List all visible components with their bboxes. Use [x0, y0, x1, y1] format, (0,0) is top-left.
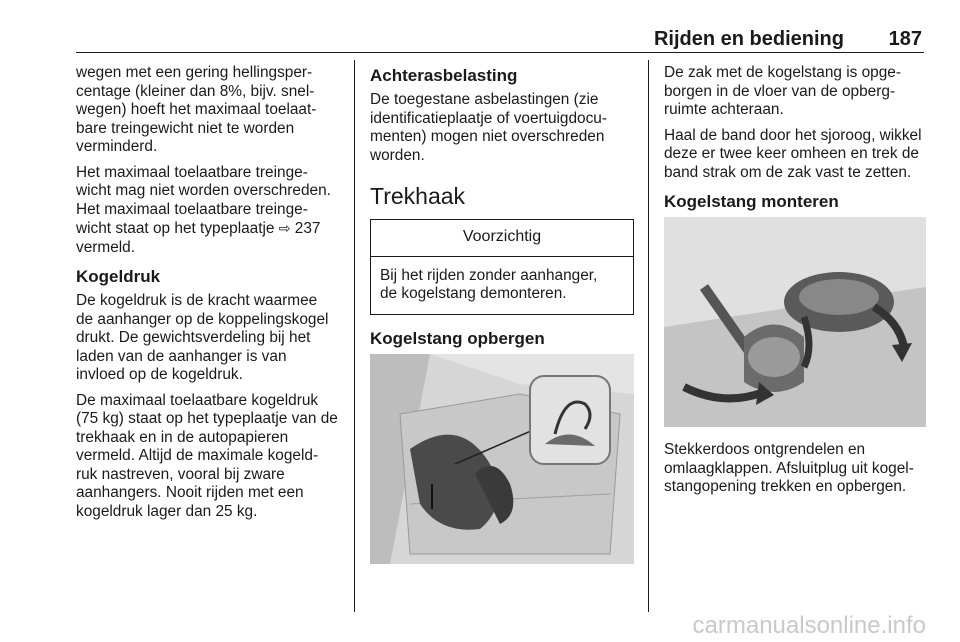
trunk-storage-illustration [370, 354, 634, 564]
section-title: Rijden en bediening [653, 28, 844, 50]
paragraph: De kogeldruk is de kracht waarmee de aanhanger op de koppelingskogel drukt. De gewichtsverdeling bij het laden van de aanhanger is van invloed op de kogeldruk. [76, 292, 329, 383]
column-divider [354, 60, 355, 612]
caution-title: Voorzichtig [371, 220, 633, 257]
arrow-reference-icon: ⇨ [278, 220, 291, 236]
heading-achterasbelasting: Achterasbelasting [370, 66, 518, 85]
page-number: 187 [888, 28, 922, 50]
socket-unlock-illustration [664, 217, 926, 427]
column-right [664, 64, 926, 504]
caution-box [370, 219, 634, 315]
paragraph: De zak met de kogelstang is opge- borgen in de vloer van de opberg- ruimte achteraan. [664, 64, 901, 118]
paragraph: De toegestane asbelastingen (zie identificatieplaatje of voertuigdocu- menten) mogen niet overschreden worden. [370, 91, 607, 164]
column-middle [370, 64, 634, 578]
column-divider [648, 60, 649, 612]
page-reference[interactable]: 237 [290, 220, 321, 237]
caution-text: Bij het rijden zonder aanhanger, de kogelstang demonteren. [380, 266, 598, 302]
paragraph: Stekkerdoos ontgrendelen en omlaagklappen. Afsluitplug uit kogel- stangopening trekken en opbergen. [664, 441, 914, 495]
paragraph [76, 164, 341, 258]
page-header [76, 26, 924, 53]
heading-trekhaak: Trekhaak [370, 183, 466, 209]
heading-kogelstang-opbergen: Kogelstang opbergen [370, 328, 545, 348]
paragraph-text: Het maximaal toelaatbare treinge- wicht mag niet worden overschreden. Het maximaal toelaatbare treinge- wicht staat op het typeplaatje [76, 163, 331, 237]
watermark-text: carmanualsonline.info [692, 612, 926, 639]
paragraph: Haal de band door het sjoroog, wikkel deze er twee keer omheen en trek de band strak om de zak vast te zetten. [664, 126, 922, 181]
paragraph: wegen met een gering hellingsper- centage (kleiner dan 8%, bijv. snel- wegen) hoeft het maximaal toelaat- bare treingewicht niet te worden verminderd. [76, 64, 317, 155]
heading-kogelstang-monteren: Kogelstang monteren [664, 192, 839, 211]
paragraph: De maximaal toelaatbare kogeldruk (75 kg) staat op het typeplaatje van de trekhaak en in de autopapieren vermeld. Altijd de maximale kogeld- ruk nastreven, vooral bij zware aanhangers. Nooit rijden met een kogeldruk lager dan 25 kg. [76, 391, 338, 520]
column-left [76, 64, 341, 528]
paragraph-text: vermeld. [76, 238, 136, 256]
heading-kogeldruk: Kogeldruk [76, 267, 161, 286]
